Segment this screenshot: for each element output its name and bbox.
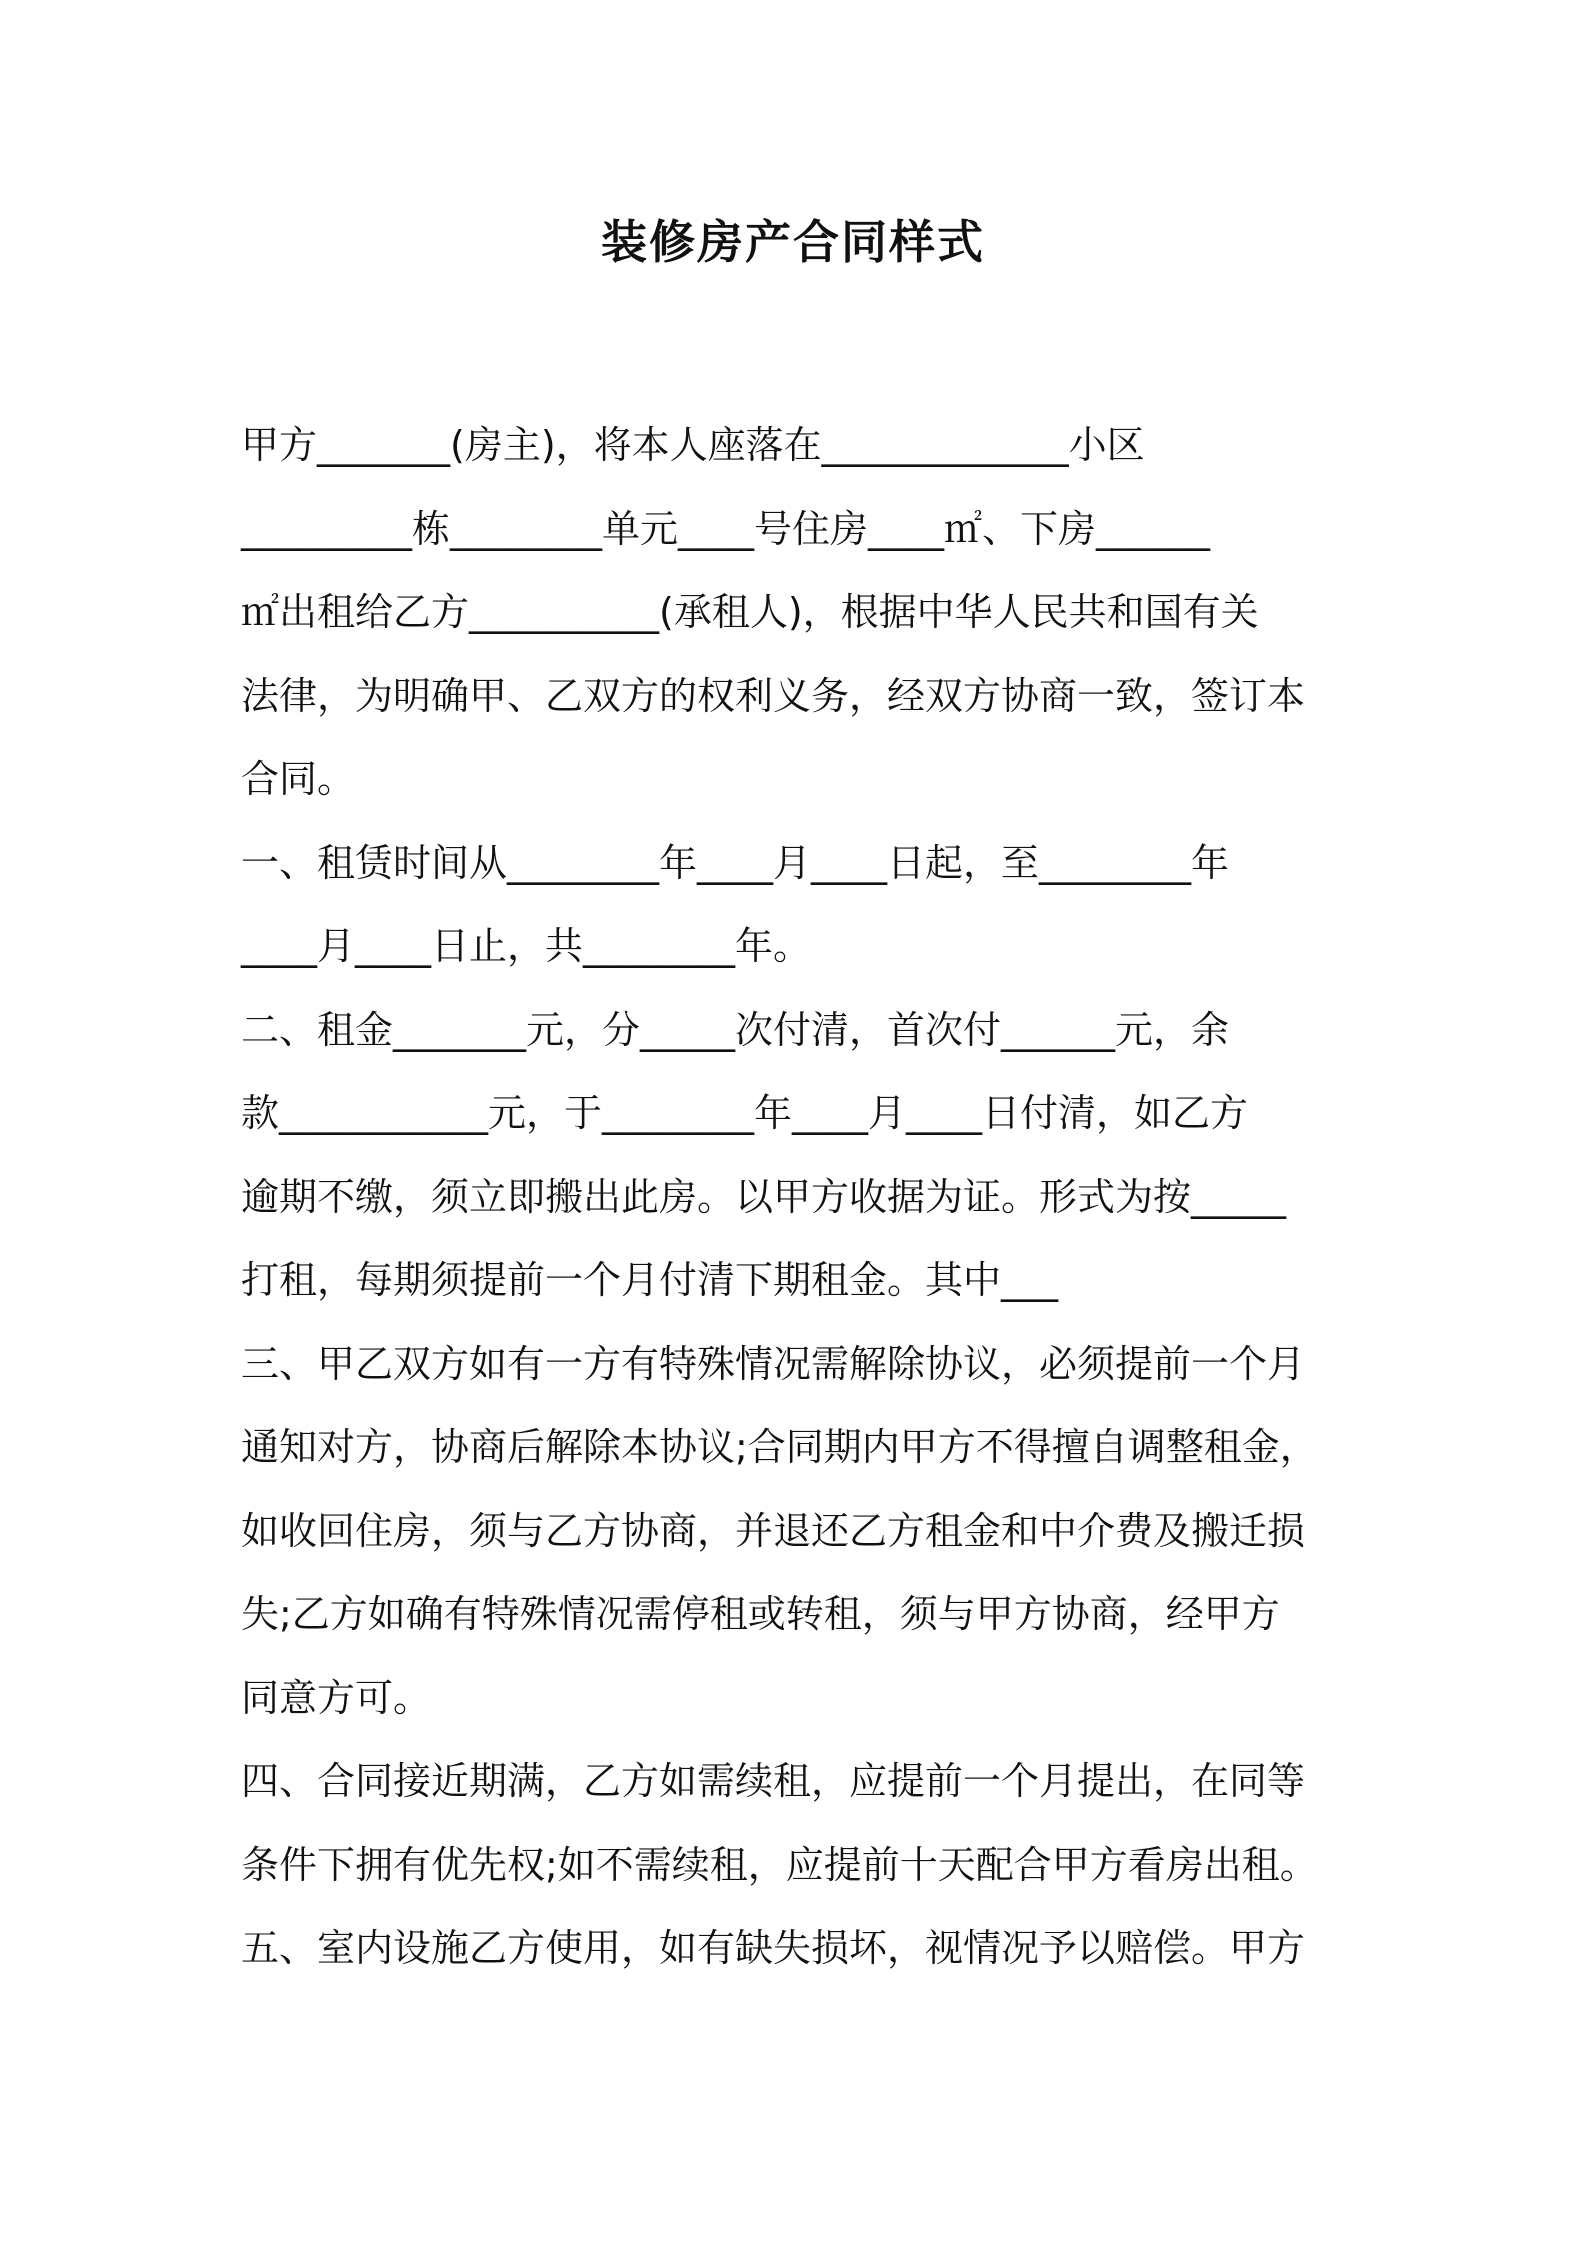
text-line: 逾期不缴，须立即搬出此房。以甲方收据为证。形式为按_____ xyxy=(241,1174,1287,1219)
text-line: 合同。 xyxy=(241,757,356,801)
text-line: 通知对方，协商后解除本协议;合同期内甲方不得擅自调整租金， xyxy=(241,1425,1318,1469)
text-line: ㎡出租给乙方__________(承租人)，根据中华人民共和国有关 xyxy=(241,590,1259,634)
text-line: 款___________元，于________年____月____日付清，如乙方 xyxy=(241,1091,1249,1135)
text-line: 五、室内设施乙方使用，如有缺失损坏，视情况予以赔偿。甲方 xyxy=(241,1926,1306,1970)
text-line: 打租，每期须提前一个月付清下期租金。其中___ xyxy=(241,1258,1059,1302)
contract-body xyxy=(241,404,1361,1991)
text-line: 法律，为明确甲、乙双方的权利义务，经双方协商一致，签订本 xyxy=(241,673,1306,718)
text-line: 条件下拥有优先权;如不需续租，应提前十天配合甲方看房出租。 xyxy=(241,1842,1318,1887)
document-title: 装修房产合同样式 xyxy=(601,215,985,269)
text-line: 一、租赁时间从________年____月____日起，至________年 xyxy=(241,840,1230,885)
text-line: 同意方可。 xyxy=(241,1675,432,1720)
text-line: 四、合同接近期满，乙方如需续租，应提前一个月提出，在同等 xyxy=(241,1759,1306,1803)
text-line: 二、租金_______元，分_____次付清，首次付______元，余 xyxy=(241,1007,1230,1052)
text-line: _________栋________单元____号住房____㎡、下房______ xyxy=(241,506,1211,551)
text-line: ____月____日止，共________年。 xyxy=(241,924,812,968)
text-line: 失;乙方如确有特殊情况需停租或转租，须与甲方协商，经甲方 xyxy=(241,1592,1280,1636)
text-line: 甲方_______(房主)，将本人座落在_____________小区 xyxy=(241,423,1145,467)
text-line: 三、甲乙双方如有一方有特殊情况需解除协议，必须提前一个月 xyxy=(241,1341,1306,1386)
text-line: 如收回住房，须与乙方协商，并退还乙方租金和中介费及搬迁损 xyxy=(241,1508,1306,1553)
